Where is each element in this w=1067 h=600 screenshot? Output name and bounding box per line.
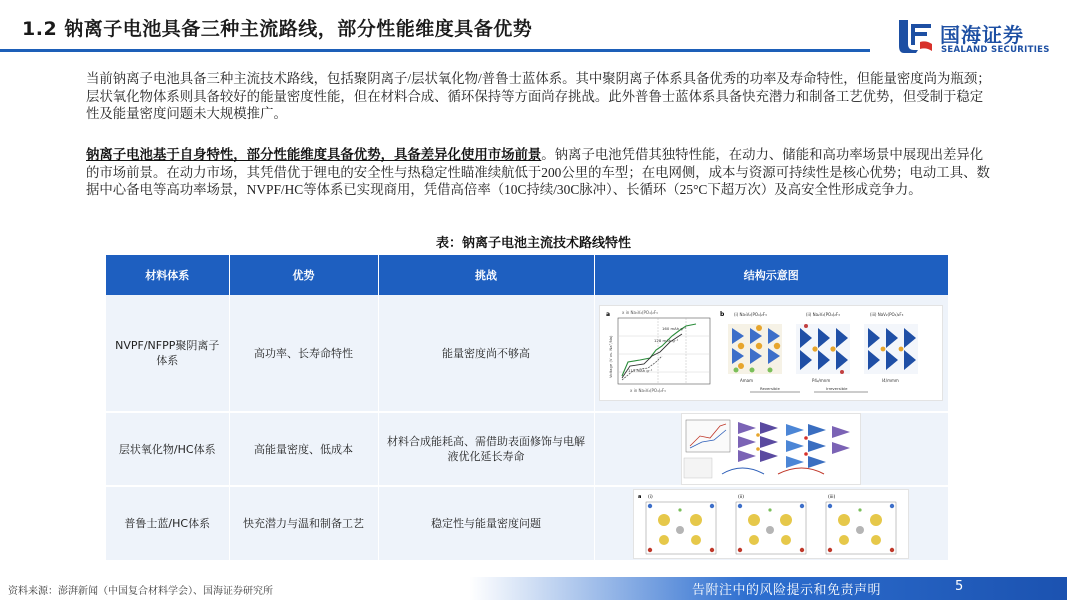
market-paragraph [86,146,996,199]
fig1-arrow-label-2: Irreversible [826,386,848,391]
fig1-structure-label-3: (iii) NaV₂(PO₄)₂F₃ [870,312,904,317]
fig1-curve-label-2: 128 mAh g⁻¹ [654,338,679,343]
fig1-arrow-label-1: Reversible [760,386,781,391]
market-paragraph-body: 。钠离子电池凭借其独特性能，在动力、储能和高功率场景中展现出差异化的市场前景。在动力市场，其凭借优于锂电的安全性与热稳定性瞄准续航低于200公里的车型；在电网侧，成本与资源可持续性是核心优势；电动工具、数据中心备电等高功率场景，NVPF/HC等体系已实现商用，凭借高倍率（10C持续/30C脉冲）、长循环（25°C下超万次）及高安全性形成竞争力。 [86,147,990,197]
fig3-panel-i-label: (i) [648,494,654,500]
cell-structure [594,412,948,486]
structure-i4mmm-icon [864,324,918,374]
sealand-logo [896,18,1056,60]
header-challenge: 挑战 [378,255,594,295]
fig1-space-group-3: I4/mmm [882,378,900,383]
cell-material: 普鲁士蓝/HC体系 [106,486,229,561]
page-title: 1.2 钠离子电池具备三种主流路线，部分性能维度具备优势 [22,18,533,40]
layered-oxide-structure-figure [681,413,861,485]
header-structure: 结构示意图 [594,255,948,295]
fig3-panel-ii-label: (ii) [738,494,745,500]
fig3-panel-a-label: a [638,493,642,500]
fig1-panel-b-label: b [720,311,725,318]
cell-challenge: 能量密度尚不够高 [378,295,594,412]
table-row [106,412,948,486]
fig1-y-axis-label: Voltage (V vs. Na⁺/Na) [608,335,614,378]
fig1-structure-label-1: (i) Na₃V₂(PO₄)₂F₃ [734,312,767,317]
logo-cn-text: 国海证券 [940,23,1024,47]
page-number: 5 [955,579,964,594]
fig3-panel-iii-label: (iii) [828,494,836,500]
table-header-row [106,255,948,295]
structure-amam-icon [728,324,782,374]
fig1-curve-label-1: 160 mAh g⁻¹ [662,326,687,331]
cell-material: 层状氧化物/HC体系 [106,412,229,486]
header-advantage: 优势 [229,255,378,295]
prussian-blue-lattice-icon [646,502,896,554]
layered-oxide-icon [738,422,850,468]
fig1-bottom-axis-label: x in Na₃V₂(PO₄)₂F₃ [630,388,666,393]
market-paragraph-lead: 钠离子电池基于自身特性，部分性能维度具备优势，具备差异化使用市场前景 [86,147,542,162]
cell-challenge: 材料合成能耗高、需借助表面修饰与电解液优化延长寿命 [378,412,594,486]
table-row [106,486,948,561]
prussian-blue-structure-figure [633,489,909,559]
cell-advantage: 高能量密度、低成本 [229,412,378,486]
intro-paragraph: 当前钠离子电池具备三种主流技术路线，包括聚阴离子/层状氧化物/普鲁士蓝体系。其中聚阴离子体系具备优秀的功率及寿命特性，但能量密度尚为瓶颈；层状氧化物体系则具备较好的能量密度性能，但在材料合成、循环保持等方面尚存挑战。此外普鲁士蓝体系具备快充潜力和制备工艺优势，但受制于稳定性及能量密度问题未大规模推广。 [86,71,991,121]
fig1-panel-a-label: a [606,311,611,318]
table-row [106,295,948,412]
cell-advantage: 快充潜力与温和制备工艺 [229,486,378,561]
cell-structure [594,486,948,561]
fig1-structure-label-2: (ii) Na₂V₂(PO₄)₂F₃ [806,312,841,317]
cell-challenge: 稳定性与能量密度问题 [378,486,594,561]
fig1-curve-label-3: 115 mAh g⁻¹ [628,368,653,373]
fig1-space-group-2: P4₂/mnm [812,378,831,383]
sealand-logo-mark-icon [896,18,934,54]
cell-material: NVPF/NFPP聚阴离子体系 [106,295,229,412]
disclaimer-text: 告附注中的风险提示和免责声明 [692,583,882,598]
header-divider [0,49,870,52]
cell-advantage: 高功率、长寿命特性 [229,295,378,412]
polyanion-structure-figure [599,305,943,401]
header-material: 材料体系 [106,255,229,295]
fig1-space-group-1: Amam [740,378,754,383]
structure-p42mnm-icon [796,324,850,374]
source-note: 资料来源：澎湃新闻（中国复合材料学会）、国海证券研究所 [8,586,273,597]
table-caption: 表：钠离子电池主流技术路线特性 [435,236,631,251]
cell-structure [594,295,948,412]
technology-routes-table [106,255,948,562]
footer-bar [0,577,1067,600]
logo-en-text: SEALAND SECURITIES [941,45,1050,55]
fig1-top-axis-label: x in Na₃V₂(PO₄)₂F₃ [622,310,658,315]
